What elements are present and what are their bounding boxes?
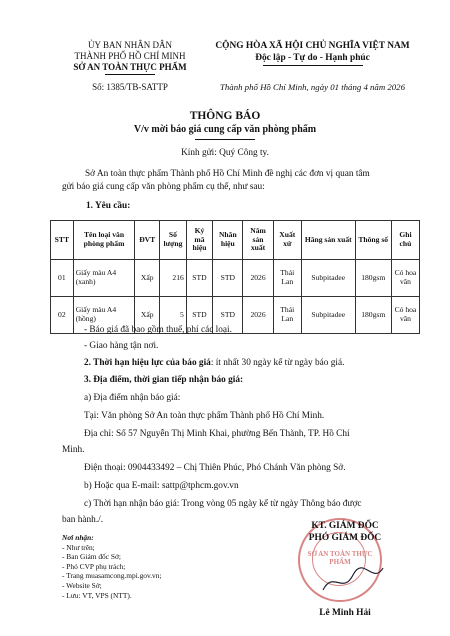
table-cell: 216 [160, 260, 187, 297]
greeting: Kính gửi: Quý Công ty. [181, 148, 269, 158]
signature-line-2: PHÓ GIÁM ĐỐC [308, 533, 382, 543]
table-cell: STD [186, 297, 212, 334]
requirements-table [50, 220, 420, 334]
table-cell: Giấy màu A4 (hồng) [73, 297, 135, 334]
signer-name: Lê Minh Hải [319, 608, 371, 618]
table-cell: Xấp [135, 297, 160, 334]
table-header-row [51, 221, 420, 260]
col-header: Hãng sản xuất [301, 221, 355, 260]
section-requirements: 1. Yêu cầu: [86, 201, 131, 211]
agency-city: THÀNH PHỐ HỒ CHÍ MINH [74, 51, 186, 61]
agency-name: ỦY BAN NHÂN DÂN [88, 40, 172, 50]
address-line-2: Minh. [62, 445, 85, 455]
table-cell: 2026 [243, 297, 273, 334]
col-header: Tên loại văn phòng phẩm [73, 221, 135, 260]
table-cell: Giấy màu A4 (xanh) [73, 260, 135, 297]
col-header: Số lượng [160, 221, 187, 260]
signature-line-1: KT. GIÁM ĐỐC [311, 521, 379, 531]
nation-motto: Độc lập - Tự do - Hạnh phúc [255, 53, 370, 63]
col-header: STT [51, 221, 74, 260]
table-cell: 180gsm [355, 260, 391, 297]
item-c-deadline: c) Thời hạn nhận báo giá: Trong vòng 05 ngày kể từ ngày Thông báo được [84, 499, 362, 509]
table-cell: 180gsm [355, 297, 391, 334]
recipient-item: - Phó CVP phụ trách; [62, 561, 126, 571]
col-header: ĐVT [135, 221, 160, 260]
receive-place: Tại: Văn phòng Sở An toàn thực phẩm Thành phố Hồ Chí Minh. [84, 411, 325, 421]
agency-department: SỞ AN TOÀN THỰC PHẨM [73, 62, 187, 72]
recipient-item: - Website Sở; [62, 580, 102, 590]
item-c-deadline-end: ban hành./. [62, 515, 104, 525]
table-cell: 2026 [243, 260, 273, 297]
table-row [51, 260, 420, 297]
document-date: Thành phố Hồ Chí Minh, ngày 01 tháng 4 năm 2026 [220, 82, 405, 92]
note-tax: - Báo giá đã bao gồm thuế, phí các loại. [84, 325, 232, 335]
item-a: a) Địa điểm nhận báo giá: [84, 393, 181, 403]
table-cell: Xấp [135, 260, 160, 297]
recipients-label: Nơi nhận: [62, 533, 94, 542]
recipient-item: - Trang muasamcong.mpi.gov.vn; [62, 571, 162, 581]
section-validity [84, 357, 344, 370]
table-cell: Subpitadee [301, 260, 355, 297]
agency-block [60, 40, 200, 75]
recipient-item: - Ban Giám đốc Sở; [62, 552, 121, 562]
table-cell: STD [213, 260, 243, 297]
table-cell: 02 [51, 297, 74, 334]
item-b-email: b) Hoặc qua E-mail: sattp@tphcm.gov.vn [84, 481, 239, 491]
contact-phone: Điện thoại: 0904433492 – Chị Thiên Phúc, Phó Chánh Văn phòng Sở. [84, 463, 346, 473]
seal-text: SỞ AN TOÀN THỰC PHẨM [307, 550, 373, 566]
page-subtitle: V/v mời báo giá cung cấp văn phòng phẩm [133, 124, 317, 135]
table-cell: 5 [160, 297, 187, 334]
table-cell: STD [186, 260, 212, 297]
address-line-1: Địa chỉ: Số 57 Nguyễn Thị Minh Khai, phường Bến Thành, TP. Hồ Chí [84, 429, 350, 439]
nation-title: CỘNG HÒA XÃ HỘI CHỦ NGHĨA VIỆT NAM [215, 41, 410, 51]
handwritten-signature [318, 560, 388, 600]
title-underline [195, 139, 255, 140]
section-location: 3. Địa điểm, thời gian tiếp nhận báo giá: [84, 375, 244, 385]
nation-block [200, 40, 425, 66]
recipients-block [62, 533, 162, 600]
col-header: Năm sản xuất [243, 221, 273, 260]
signature-title [270, 520, 420, 544]
table-cell: 01 [51, 260, 74, 297]
recipient-item: - Như trên; [62, 542, 95, 552]
intro-line-2: gửi báo giá cung cấp văn phòng phẩm cụ thể, như sau: [62, 182, 265, 192]
page-title: THÔNG BÁO [189, 110, 261, 122]
recipient-item: - Lưu: VT, VPS (NTT). [62, 590, 132, 600]
table-cell: Subpitadee [301, 297, 355, 334]
table-cell: Có hoa văn [391, 260, 419, 297]
table-cell: Thái Lan [273, 260, 301, 297]
nation-underline [263, 65, 363, 66]
section-validity-label: 2. Thời hạn hiệu lực của báo giá [84, 358, 211, 368]
col-header: Ghi chú [391, 221, 419, 260]
document-number: Số: 1385/TB-SATTP [92, 82, 168, 92]
table-cell: STD [213, 297, 243, 334]
col-header: Thông số [355, 221, 391, 260]
col-header: Ký mã hiệu [186, 221, 212, 260]
col-header: Nhãn hiệu [213, 221, 243, 260]
table-cell: Có hoa văn [391, 297, 419, 334]
col-header: Xuất xứ [273, 221, 301, 260]
section-validity-value: : ít nhất 30 ngày kể từ ngày báo giá. [210, 358, 345, 368]
agency-underline [105, 74, 155, 75]
note-delivery: - Giao hàng tận nơi. [84, 341, 159, 351]
intro-line-1: Sở An toàn thực phẩm Thành phố Hồ Chí Minh đề nghị các đơn vị quan tâm [85, 169, 370, 179]
table-cell: Thái Lan [273, 297, 301, 334]
